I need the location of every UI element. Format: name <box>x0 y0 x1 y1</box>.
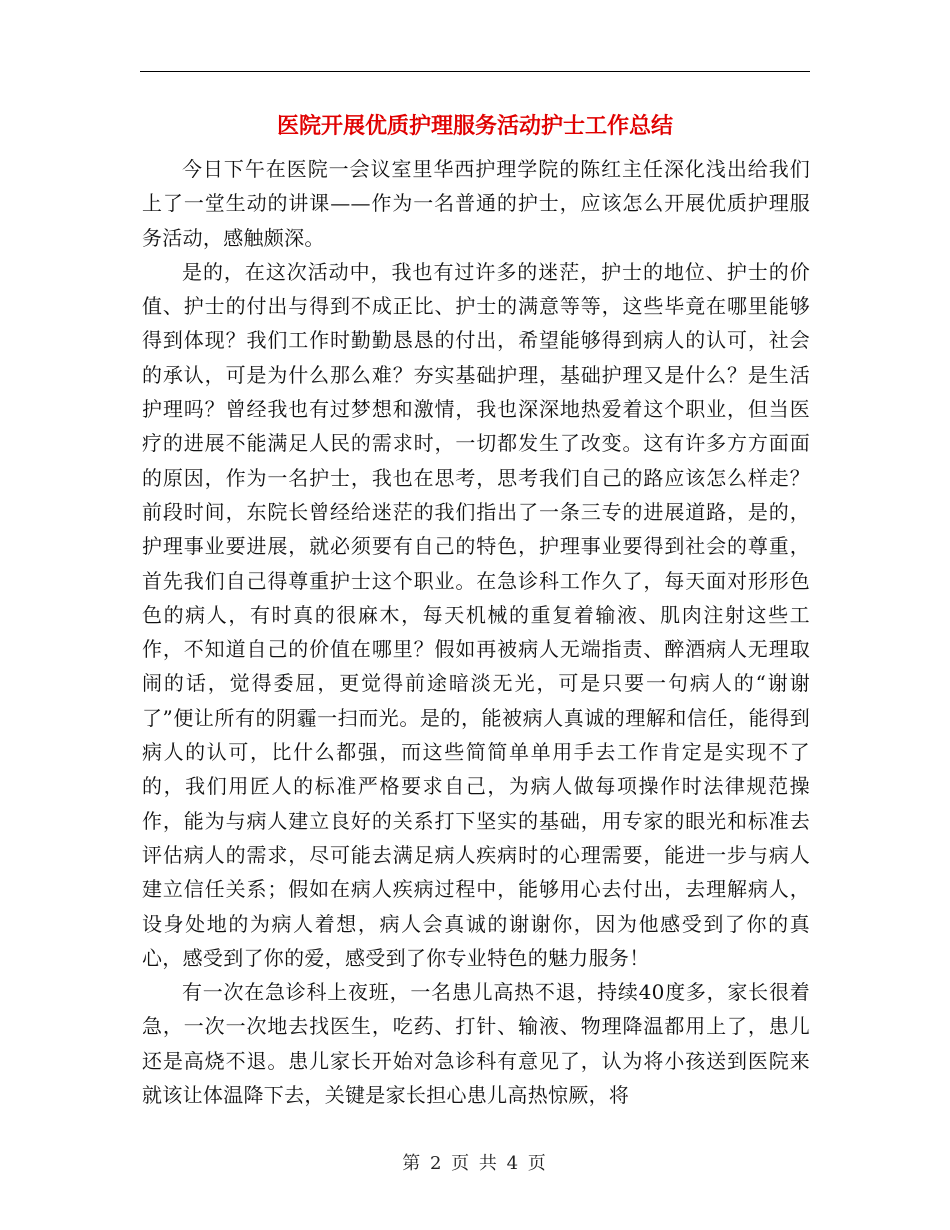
paragraph-1: 今日下午在医院一会议室里华西护理学院的陈红主任深化浅出给我们上了一堂生动的讲课——作为一名普通的护士，应该怎么开展优质护理服务活动，感触颇深。 <box>142 157 810 250</box>
document-title: 医院开展优质护理服务活动护士工作总结 <box>276 113 673 139</box>
header-rule <box>140 71 810 72</box>
page-number-footer: 第 2 页 共 4 页 <box>402 1153 548 1174</box>
paragraph-2: 是的，在这次活动中，我也有过许多的迷茫，护士的地位、护士的价值、护士的付出与得到不成正比、护士的满意等等，这些毕竟在哪里能够得到体现？我们工作时勤勤恳恳的付出，希望能够得到病人的认可，社会的承认，可是为什么那么难？夯实基础护理，基础护理又是什么？是生活护理吗？曾经我也有过梦想和激情，我也深深地热爱着这个职业，但当医疗的进展不能满足人民的需求时，一切都发生了改变。这有许多方方面面的原因，作为一名护士，我也在思考，思考我们自己的路应该怎么样走？前段时间，东院长曾经给迷茫的我们指出了一条三专的进展道路，是的，护理事业要进展，就必须要有自己的特色，护理事业要得到社会的尊重，首先我们自己得尊重护士这个职业。在急诊科工作久了，每天面对形形色色的病人，有时真的很麻木，每天机械的重复着输液、肌肉注射这些工作，不知道自己的价值在哪里？假如再被病人无端指责、醉酒病人无理取闹的话，觉得委屈，更觉得前途暗淡无光，可是只要一句病人的“谢谢了”便让所有的阴霾一扫而光。是的，能被病人真诚的理解和信任，能得到病人的认可，比什么都强，而这些简简单单用手去工作肯定是实现不了的，我们用匠人的标准严格要求自己，为病人做每项操作时法律规范操作，能为与病人建立良好的关系打下坚实的基础，用专家的眼光和标准去评估病人的需求，尽可能去满足病人疾病时的心理需要，能进一步与病人建立信任关系；假如在病人疾病过程中，能够用心去付出，去理解病人，设身处地的为病人着想，病人会真诚的谢谢你，因为他感受到了你的真心，感受到了你的爱，感受到了你专业特色的魅力服务！ <box>142 259 810 970</box>
document-body <box>142 152 810 1112</box>
paragraph-3: 有一次在急诊科上夜班，一名患儿高热不退，持续40度多，家长很着急，一次一次地去找医生，吃药、打针、输液、物理降温都用上了，患儿还是高烧不退。患儿家长开始对急诊科有意见了，认为将小孩送到医院来就该让体温降下去，关键是家长担心患儿高热惊厥，将 <box>142 980 810 1108</box>
